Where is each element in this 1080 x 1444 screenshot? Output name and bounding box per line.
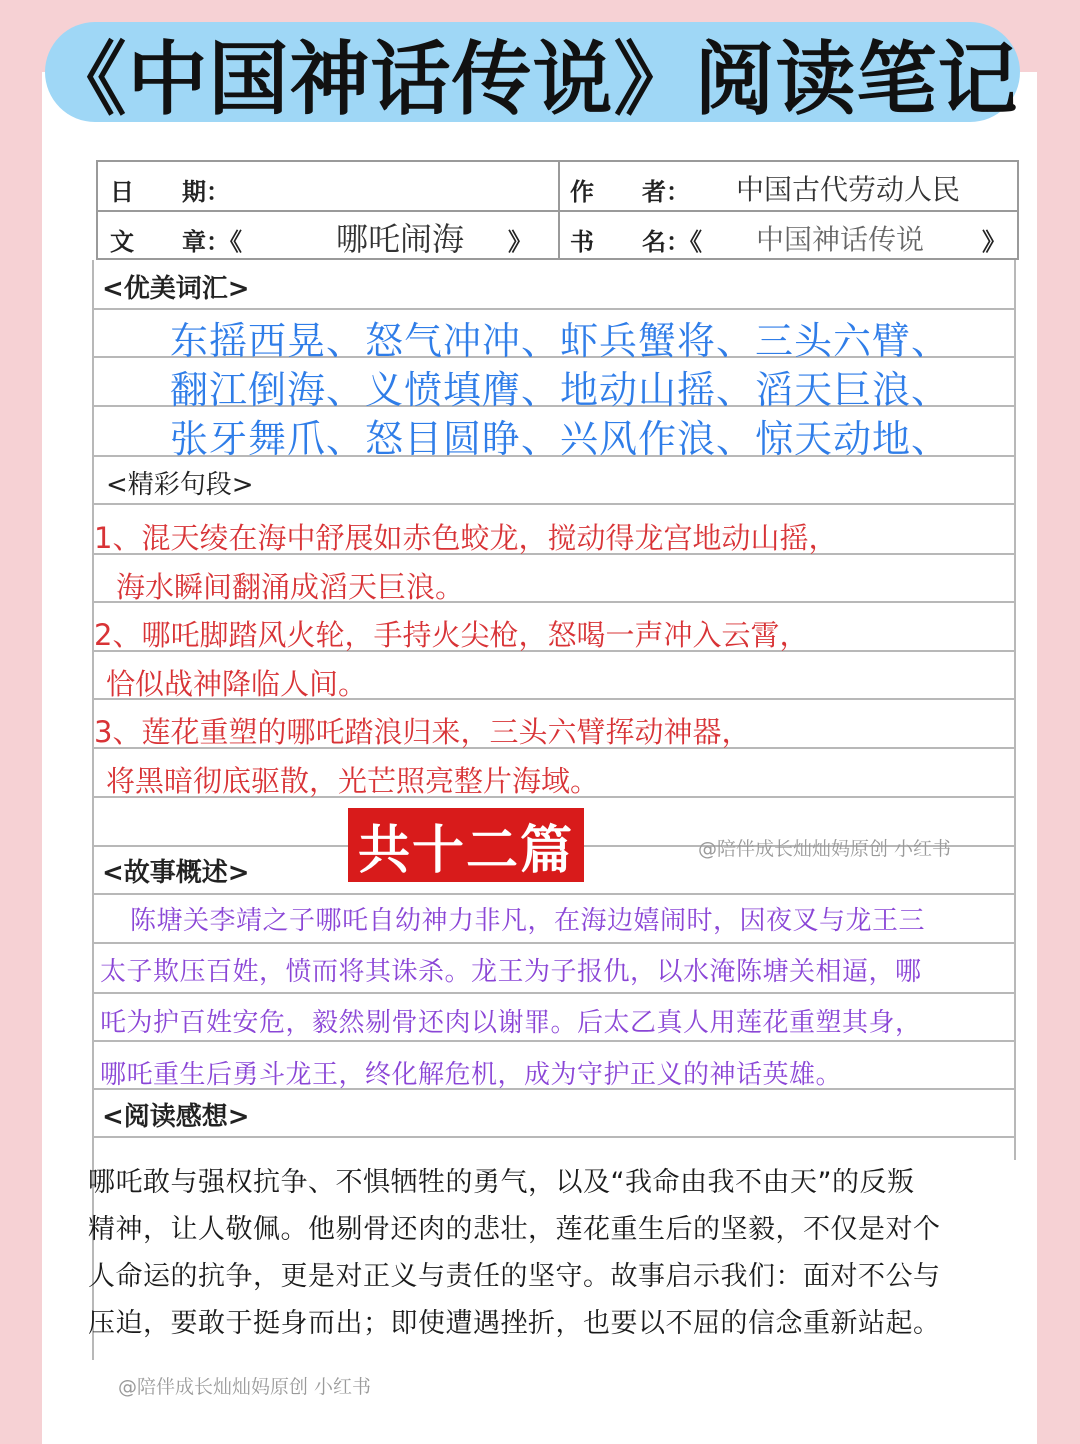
sentence-line: 海水瞬间翻涌成滔天巨浪。 <box>116 570 465 604</box>
summary-heading: <故事概述> <box>102 858 250 888</box>
article-count-stamp: 共十二篇 <box>348 808 584 882</box>
reflection-line: 人命运的抗争，更是对正义与责任的坚守。故事启示我们：面对不公与 <box>88 1261 941 1292</box>
author-label: 作 者： <box>570 178 690 206</box>
right-margin-rule <box>1014 260 1016 1160</box>
date-label: 日 期： <box>110 178 230 206</box>
sentence-line: 1、混天绫在海中舒展如赤色蛟龙，搅动得龙宫地动山摇， <box>94 521 838 555</box>
author-value: 中国古代劳动人民 <box>736 173 961 206</box>
rule-line <box>92 1136 1015 1138</box>
sentence-line: 3、莲花重塑的哪吒踏浪归来，三头六臂挥动神器， <box>94 715 751 749</box>
vocab-line: 翻江倒海、义愤填膺、地动山摇、滔天巨浪、 <box>170 368 951 412</box>
rule-line <box>92 503 1015 505</box>
rule-line <box>92 992 1015 994</box>
reflection-line: 压迫，要敢于挺身而出；即使遭遇挫折，也要以不屈的信念重新站起。 <box>88 1308 941 1339</box>
vocab-line: 张牙舞爪、怒目圆睁、兴风作浪、惊天动地、 <box>170 417 951 461</box>
book-label: 书 名：《 <box>570 228 702 256</box>
rule-line <box>92 942 1015 944</box>
article-close: 》 <box>508 228 532 256</box>
rule-line <box>92 893 1015 895</box>
reflection-line: 哪吒敢与强权抗争、不惧牺牲的勇气，以及“我命由我不由天”的反叛 <box>88 1167 915 1198</box>
book-close: 》 <box>982 228 1006 256</box>
info-table-row-divider <box>98 210 1017 212</box>
summary-line: 哪吒重生后勇斗龙王，终化解危机，成为守护正义的神话英雄。 <box>100 1060 843 1090</box>
watermark: @陪伴成长灿灿妈原创 小红书 <box>698 838 952 860</box>
sentence-line: 恰似战神降临人间。 <box>106 667 368 701</box>
summary-line: 吒为护百姓安危，毅然剔骨还肉以谢罪。后太乙真人用莲花重塑其身， <box>100 1008 922 1038</box>
article-value: 哪吒闹海 <box>336 220 465 258</box>
reflection-heading: <阅读感想> <box>102 1102 250 1132</box>
sentences-heading: <精彩句段> <box>106 470 254 500</box>
page-title: 《中国神话传说》阅读笔记 <box>46 32 1019 126</box>
watermark-bottom: @陪伴成长灿灿妈原创 小红书 <box>118 1376 372 1398</box>
article-label: 文 章：《 <box>110 228 242 256</box>
summary-line: 太子欺压百姓，愤而将其诛杀。龙王为子报仇，以水淹陈塘关相逼，哪 <box>100 957 922 987</box>
title-banner <box>45 22 1020 126</box>
vocab-heading: <优美词汇> <box>102 274 250 304</box>
info-table <box>96 160 1019 260</box>
sentence-line: 2、哪吒脚踏风火轮，手持火尖枪，怒喝一声冲入云霄， <box>94 618 809 652</box>
vocab-line: 东摇西晃、怒气冲冲、虾兵蟹将、三头六臂、 <box>170 319 951 363</box>
book-value: 中国神话传说 <box>756 223 925 256</box>
reflection-line: 精神，让人敬佩。他剔骨还肉的悲壮，莲花重生后的坚毅，不仅是对个 <box>88 1214 941 1245</box>
sentence-line: 将黑暗彻底驱散，光芒照亮整片海域。 <box>106 764 600 798</box>
rule-line <box>92 1040 1015 1042</box>
summary-line: 陈塘关李靖之子哪吒自幼神力非凡，在海边嬉闹时，因夜叉与龙王三 <box>130 906 926 936</box>
